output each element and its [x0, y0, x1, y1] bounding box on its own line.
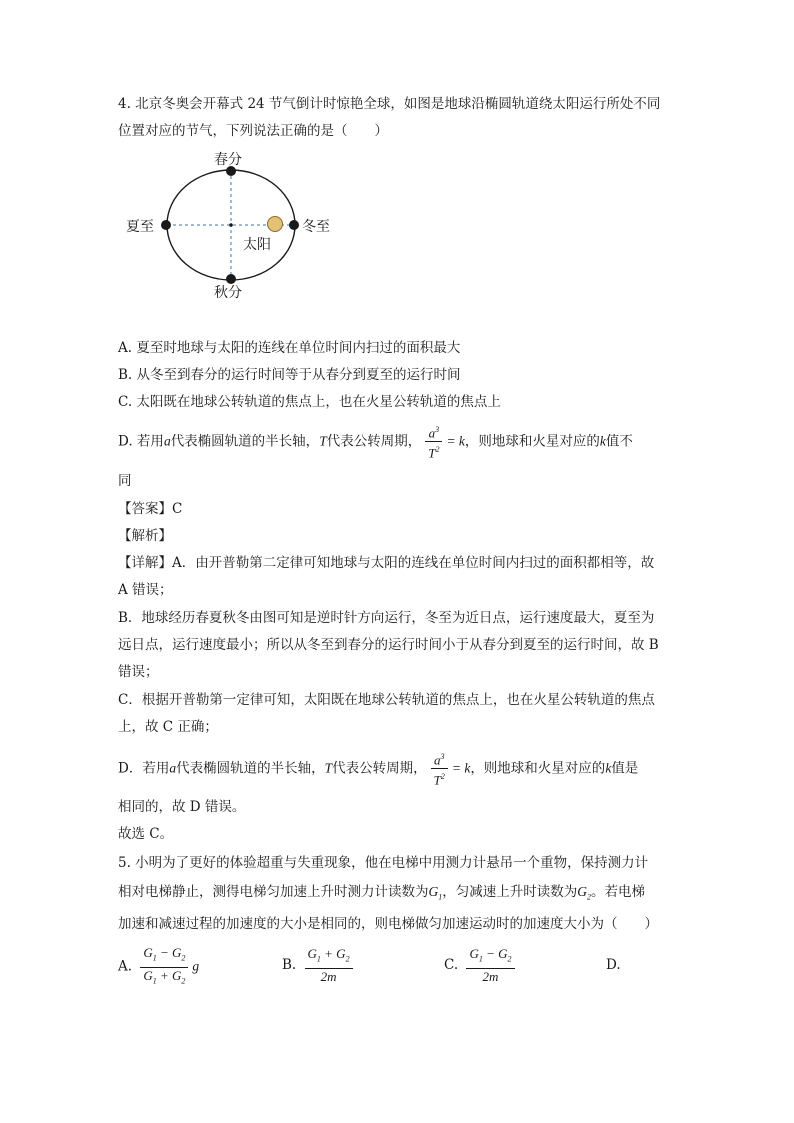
label-autumn: 秋分	[214, 285, 242, 301]
q5-option-a	[118, 945, 199, 989]
detail-b-line3: 错误；	[118, 664, 159, 680]
orbit-diagram	[118, 145, 348, 305]
detail-b-line1: B．地球经历春夏秋冬由图可知是逆时针方向运行，冬至为近日点，运行速度最大，夏至为	[118, 610, 655, 626]
q5-option-d	[606, 945, 621, 985]
q5-option-b	[282, 945, 357, 985]
detail-d-pre: D．若用	[118, 760, 170, 777]
earth-winter-dot	[289, 220, 299, 230]
var-t-2: T	[324, 760, 333, 776]
var-a-2: a	[169, 760, 177, 776]
q5-line2-post: 。若电梯	[591, 884, 645, 900]
q5-line1: 5. 小明为了更好的体验超重与失重现象，他在电梯中用测力计悬吊一个重物，保持测力计	[118, 855, 649, 871]
kepler-fraction: $\frac{a^3}{T^2}$	[425, 422, 442, 462]
label-spring: 春分	[214, 152, 242, 168]
label-summer: 夏至	[126, 219, 154, 235]
q4-option-a: A. 夏至时地球与太阳的连线在单位时间内扫过的面积最大	[118, 340, 461, 356]
label-winter: 冬至	[302, 219, 330, 235]
var-g1: $G_1$	[428, 884, 443, 902]
q5-opt-a-fraction: $\frac{G_1 - G_2}{G_1 + G_2}$	[140, 945, 188, 989]
sun-icon	[268, 217, 283, 232]
var-k: k	[599, 433, 606, 449]
detail-d-line1	[118, 749, 638, 789]
detail-a-line2: A 错误；	[118, 582, 173, 598]
detail-d-mid1: 代表椭圆轨道的半长轴，	[176, 760, 325, 777]
q5-opt-d-label: D.	[606, 957, 621, 973]
option-d-mid2: 代表公转周期，	[326, 433, 422, 450]
detail-c-line1: C．根据开普勒第一定律可知，太阳既在地球公转轨道的焦点上，也在火星公转轨道的焦点	[118, 692, 655, 708]
detail-a-line1: 【详解】A．由开普勒第二定律可知地球与太阳的连线在单位时间内扫过的面积都相等，故	[118, 555, 655, 571]
q5-line2-mid: ，匀减速上升时读数为	[442, 884, 578, 900]
earth-summer-dot	[161, 220, 171, 230]
detail-d-mid2: 代表公转周期，	[332, 760, 427, 777]
q4-stem-line2: 位置对应的节气，下列说法正确的是（ ）	[118, 123, 388, 139]
q5-options	[118, 945, 718, 989]
center-dot	[229, 223, 233, 227]
q5-line3: 加速和减速过程的加速度的大小是相同的，则电梯做匀加速运动时的加速度大小为（ ）	[118, 916, 658, 932]
q4-option-d	[118, 422, 633, 462]
equals-k-2: = k	[451, 760, 471, 776]
option-d-mid1: 代表椭圆轨道的半长轴，	[170, 433, 320, 450]
detail-b-line2: 远日点，运行速度最小；所以从冬至到春分的运行时间小于从春分到夏至的运行时间，故 B	[118, 637, 659, 653]
detail-d-line2: 相同的，故 D 错误。	[118, 799, 246, 815]
label-sun: 太阳	[243, 237, 271, 253]
q5-opt-c-fraction: $\frac{G_1 - G_2}{2m}$	[466, 946, 514, 985]
var-a: a	[163, 433, 171, 449]
q4-option-c: C. 太阳既在地球公转轨道的焦点上，也在火星公转轨道的焦点上	[118, 394, 501, 410]
q4-option-b: B. 从冬至到春分的运行时间等于从春分到夏至的运行时间	[118, 367, 461, 383]
var-t: T	[319, 433, 327, 449]
q5-opt-b-fraction: $\frac{G_1 + G_2}{2m}$	[305, 946, 353, 985]
var-g: g	[192, 958, 200, 974]
var-k-2: k	[605, 760, 612, 776]
q5-opt-c-label: C.	[444, 957, 459, 973]
q4-conclusion: 故选 C。	[118, 826, 174, 842]
option-d-pre: D. 若用	[118, 433, 164, 450]
q5-option-c	[444, 945, 519, 985]
q4-stem-line1: 4. 北京冬奥会开幕式 24 节气倒计时惊艳全球，如图是地球沿椭圆轨道绕太阳运行所处不同	[118, 96, 661, 112]
option-d-end: 值不	[605, 433, 633, 450]
detail-d-post: ，则地球和火星对应的	[470, 760, 606, 777]
detail-c-line2: 上，故 C 正确；	[118, 719, 218, 735]
var-g2: $G_2$	[577, 884, 591, 902]
q4-analysis-title: 【解析】	[118, 528, 172, 544]
q5-line2-pre: 相对电梯静止，测得电梯匀加速上升时测力计读数为	[118, 884, 429, 900]
detail-d-end: 值是	[611, 760, 639, 777]
q5-line2	[118, 882, 645, 908]
equals-k: = k	[446, 433, 465, 449]
kepler-fraction-2: $\frac{a^3}{T^2}$	[431, 749, 448, 789]
option-d-post: ，则地球和火星对应的	[464, 433, 600, 450]
q5-opt-a-label: A.	[118, 958, 133, 975]
q4-answer: 【答案】C	[118, 501, 183, 517]
q5-opt-b-label: B.	[282, 957, 297, 973]
q4-option-d-line2: 同	[118, 473, 132, 489]
